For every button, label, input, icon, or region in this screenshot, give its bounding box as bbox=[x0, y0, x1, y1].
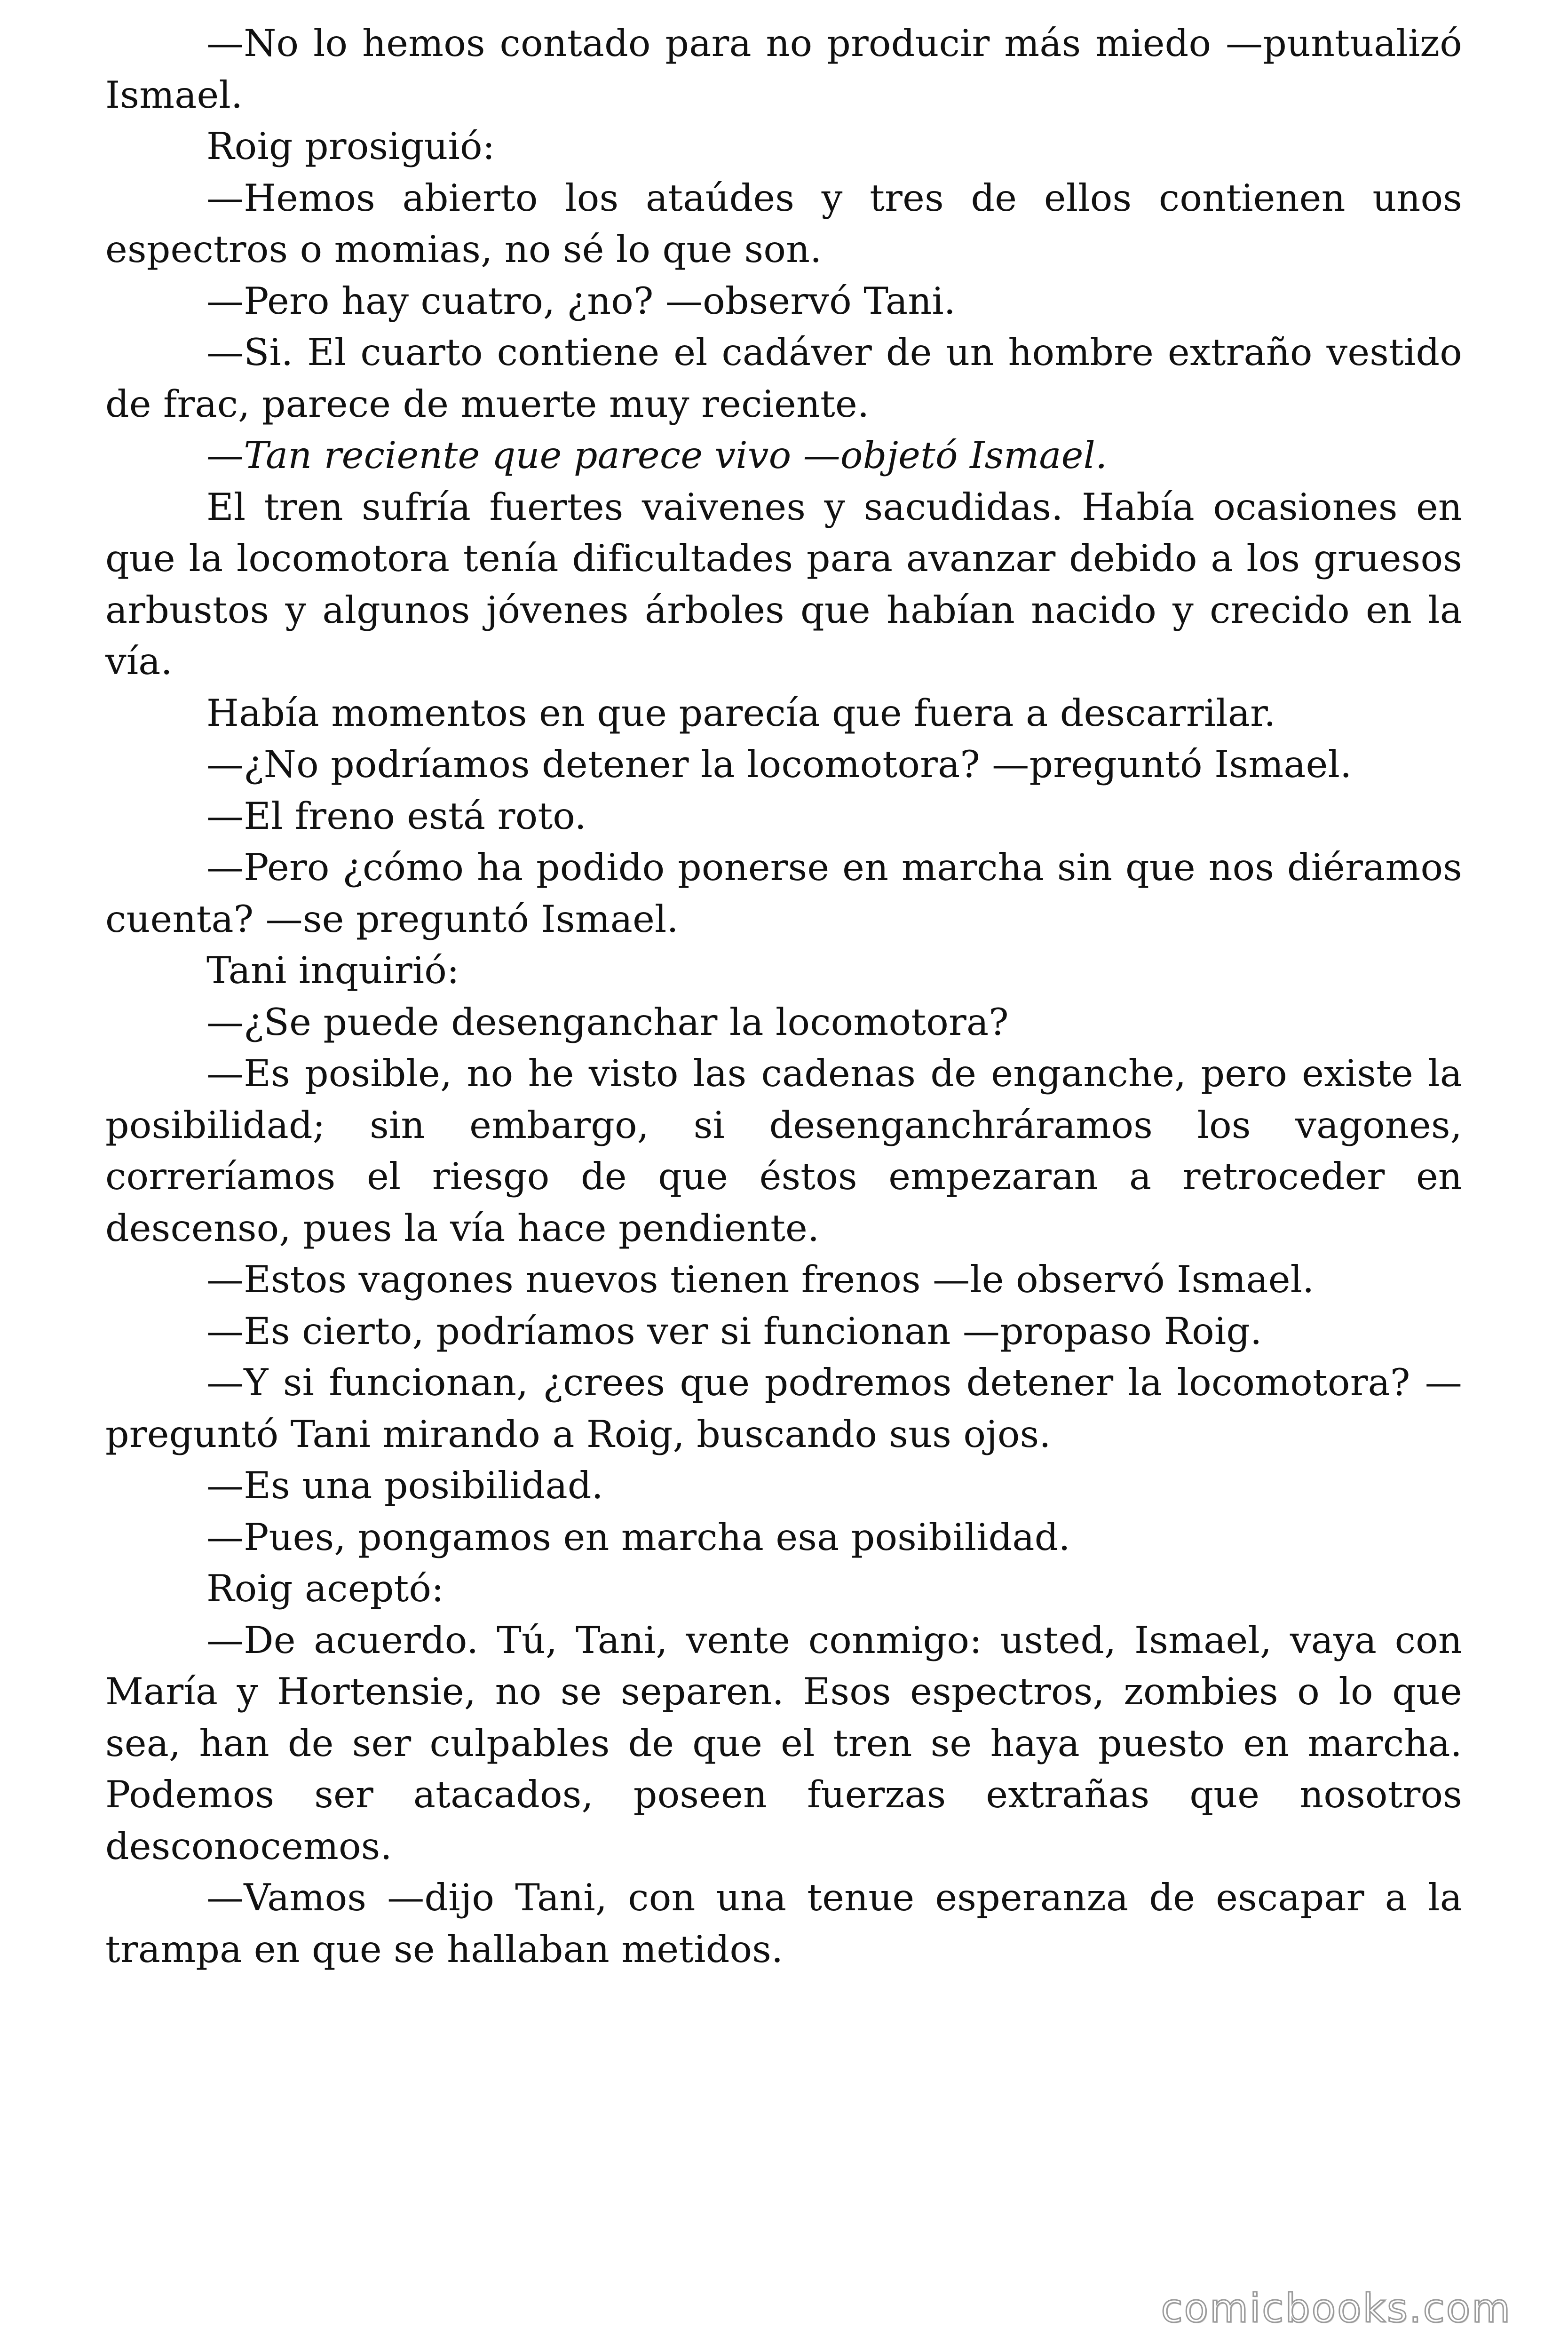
paragraph: —Pero hay cuatro, ¿no? —observó Tani. bbox=[206, 279, 956, 323]
paragraph: —Si. El cuarto contiene el cadáver de un hombre extraño vestido de frac, parece de muerte muy reciente. bbox=[105, 331, 1462, 426]
paragraph: —Es una posibilidad. bbox=[206, 1464, 603, 1507]
paragraph: —Pero ¿cómo ha podido ponerse en marcha sin que nos diéramos cuenta? —se preguntó Ismael. bbox=[105, 846, 1462, 941]
paragraph: El tren sufría fuertes vaivenes y sacudidas. Había ocasiones en que la locomotora tenía dificultades para avanzar debido a los gruesos arbustos y algunos jóvenes árboles que habían nacido y crecido en la vía. bbox=[105, 485, 1462, 683]
page-body-text bbox=[105, 18, 1462, 1975]
paragraph: Roig aceptó: bbox=[206, 1567, 444, 1610]
paragraph: —Pues, pongamos en marcha esa posibilidad. bbox=[206, 1515, 1070, 1559]
paragraph: —Hemos abierto los ataúdes y tres de ellos contienen unos espectros o momias, no sé lo que son. bbox=[105, 176, 1462, 271]
paragraph: Había momentos en que parecía que fuera a descarrilar. bbox=[206, 691, 1276, 735]
paragraph: —¿No podríamos detener la locomotora? —preguntó Ismael. bbox=[206, 743, 1352, 786]
paragraph: Tani inquirió: bbox=[206, 949, 459, 992]
paragraph: —El freno está roto. bbox=[206, 794, 586, 838]
paragraph: —Estos vagones nuevos tienen frenos —le observó Ismael. bbox=[206, 1258, 1315, 1301]
paragraph: Roig prosiguió: bbox=[206, 125, 495, 168]
paragraph: —No lo hemos contado para no producir más miedo —puntualizó Ismael. bbox=[105, 22, 1462, 117]
paragraph: —Es cierto, podríamos ver si funcionan —propaso Roig. bbox=[206, 1309, 1262, 1353]
paragraph: —Vamos —dijo Tani, con una tenue esperanza de escapar a la trampa en que se hallaban metidos. bbox=[105, 1876, 1462, 1971]
paragraph: —Y si funcionan, ¿crees que podremos detener la locomotora? —preguntó Tani mirando a Roig, buscando sus ojos. bbox=[105, 1361, 1462, 1456]
paragraph: —Es posible, no he visto las cadenas de enganche, pero existe la posibilidad; sin embargo, si desenganchráramos los vagones, correríamos el riesgo de que éstos empezaran a retroceder en descenso, pues la vía hace pendiente. bbox=[105, 1052, 1462, 1250]
watermark: comicbooks.com bbox=[1161, 2285, 1512, 2331]
paragraph: —De acuerdo. Tú, Tani, vente conmigo: usted, Ismael, vaya con María y Hortensie, no se separen. Esos espectros, zombies o lo que sea, han de ser culpables de que el tren se haya puesto en marcha. Podemos ser atacados, poseen fuerzas extrañas que nosotros desconocemos. bbox=[105, 1618, 1462, 1868]
paragraph: —¿Se puede desenganchar la locomotora? bbox=[206, 1000, 1009, 1044]
paragraph-italic: —Tan reciente que parece vivo —objetó Ismael. bbox=[206, 434, 1108, 477]
